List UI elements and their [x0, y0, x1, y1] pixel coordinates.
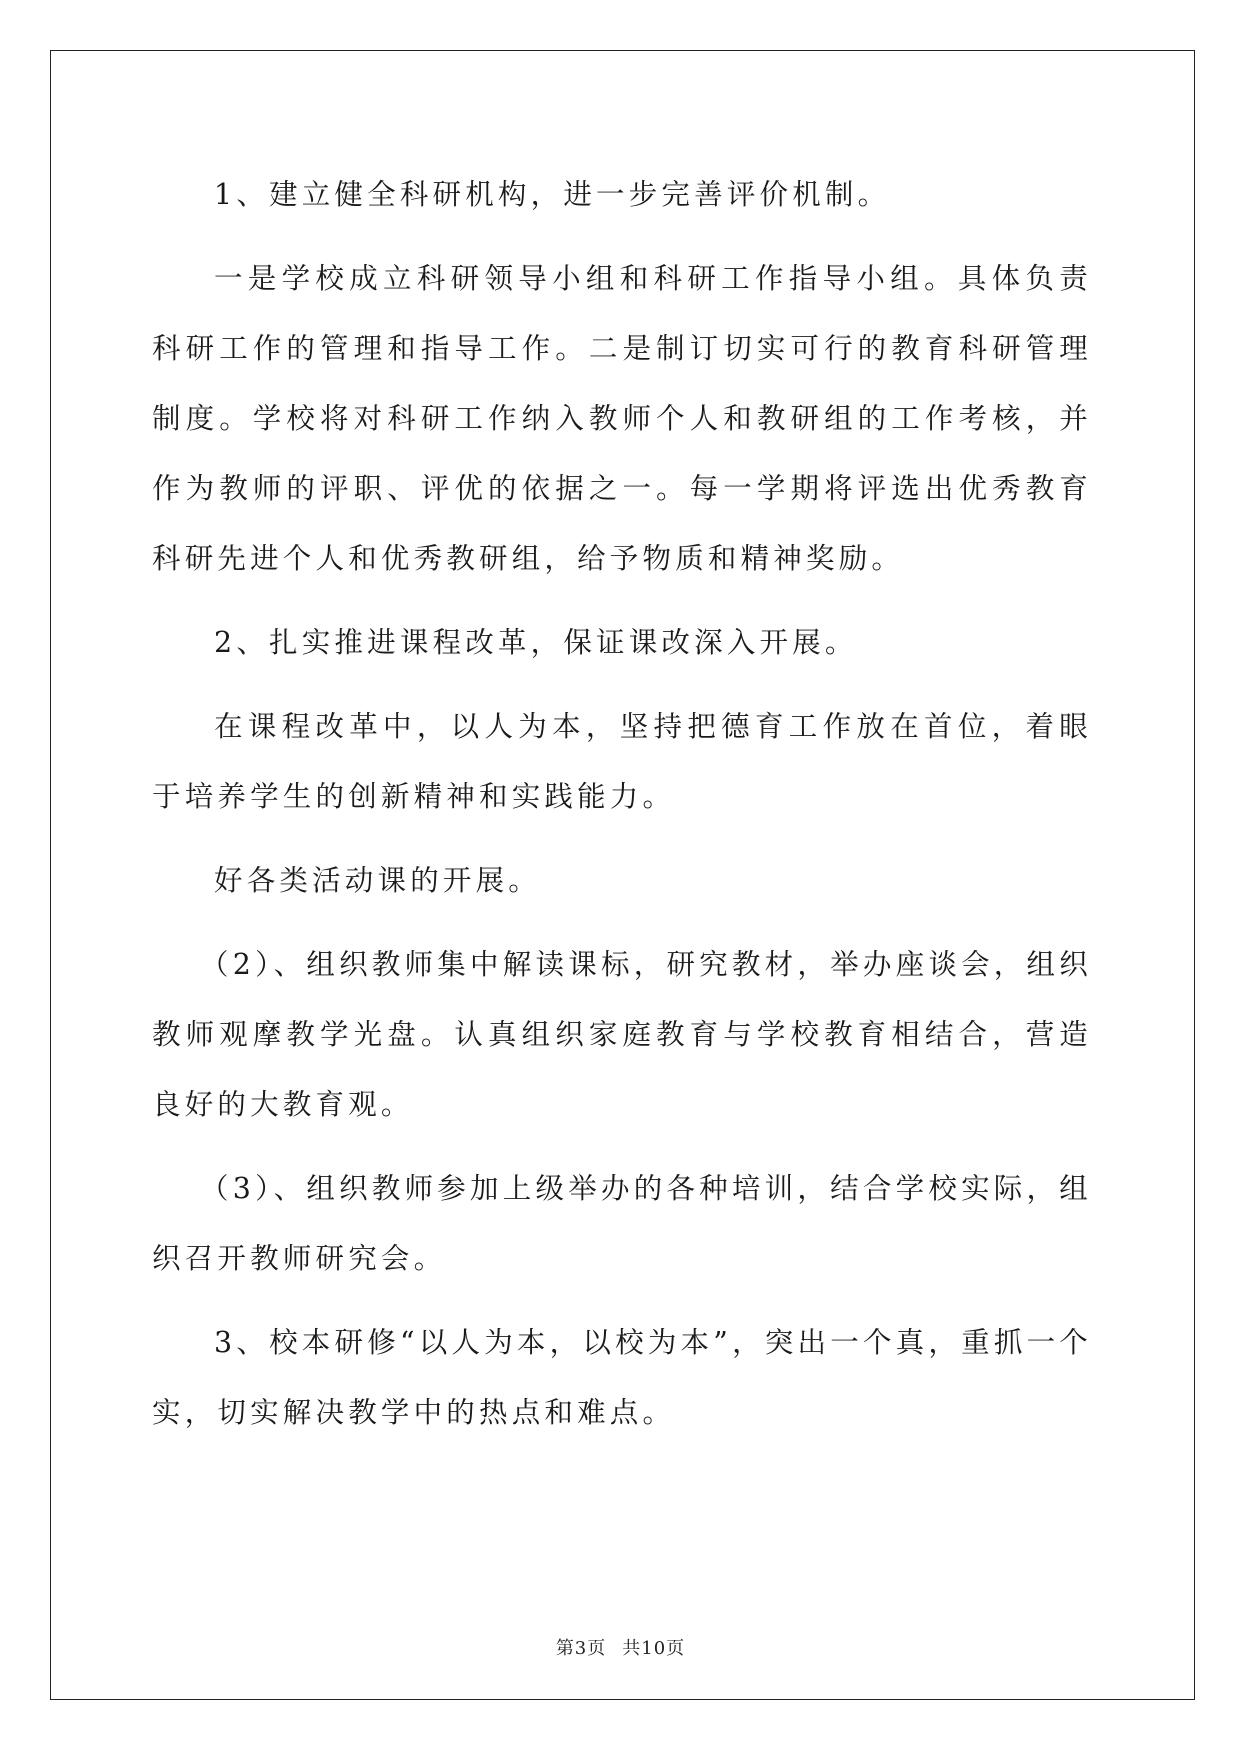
page-footer [0, 1634, 1241, 1660]
paragraph-item-2: （2）、组织教师集中解读课标，研究教材，举办座谈会，组织教师观摩教学光盘。认真组织家庭教育与学校教育相结合，营造良好的大教育观。 [152, 948, 1092, 1121]
section-heading-2: 2、扎实推进课程改革，保证课改深入开展。 [214, 626, 858, 659]
paragraph-curriculum-reform: 在课程改革中，以人为本，坚持把德育工作放在首位，着眼于培养学生的创新精神和实践能力。 [152, 710, 1092, 813]
current-page-number: 第3页 [555, 1638, 607, 1659]
document-body [152, 160, 1092, 1462]
paragraph-activity-classes: 好各类活动课的开展。 [214, 864, 542, 897]
paragraph-research-management: 一是学校成立科研领导小组和科研工作指导小组。具体负责科研工作的管理和指导工作。二是制订切实可行的教育科研管理制度。学校将对科研工作纳入教师个人和教研组的工作考核，并作为教师的评职、评优的依据之一。每一学期将评选出优秀教育科研先进个人和优秀教研组，给予物质和精神奖励。 [152, 262, 1092, 575]
total-page-count: 共10页 [622, 1638, 686, 1659]
section-heading-1: 1、建立健全科研机构，进一步完善评价机制。 [214, 178, 891, 211]
paragraph-item-3: （3）、组织教师参加上级举办的各种培训，结合学校实际，组织召开教师研究会。 [152, 1172, 1092, 1275]
section-heading-3: 3、校本研修“以人为本，以校为本”，突出一个真，重抓一个实，切实解决教学中的热点和难点。 [152, 1326, 1092, 1429]
